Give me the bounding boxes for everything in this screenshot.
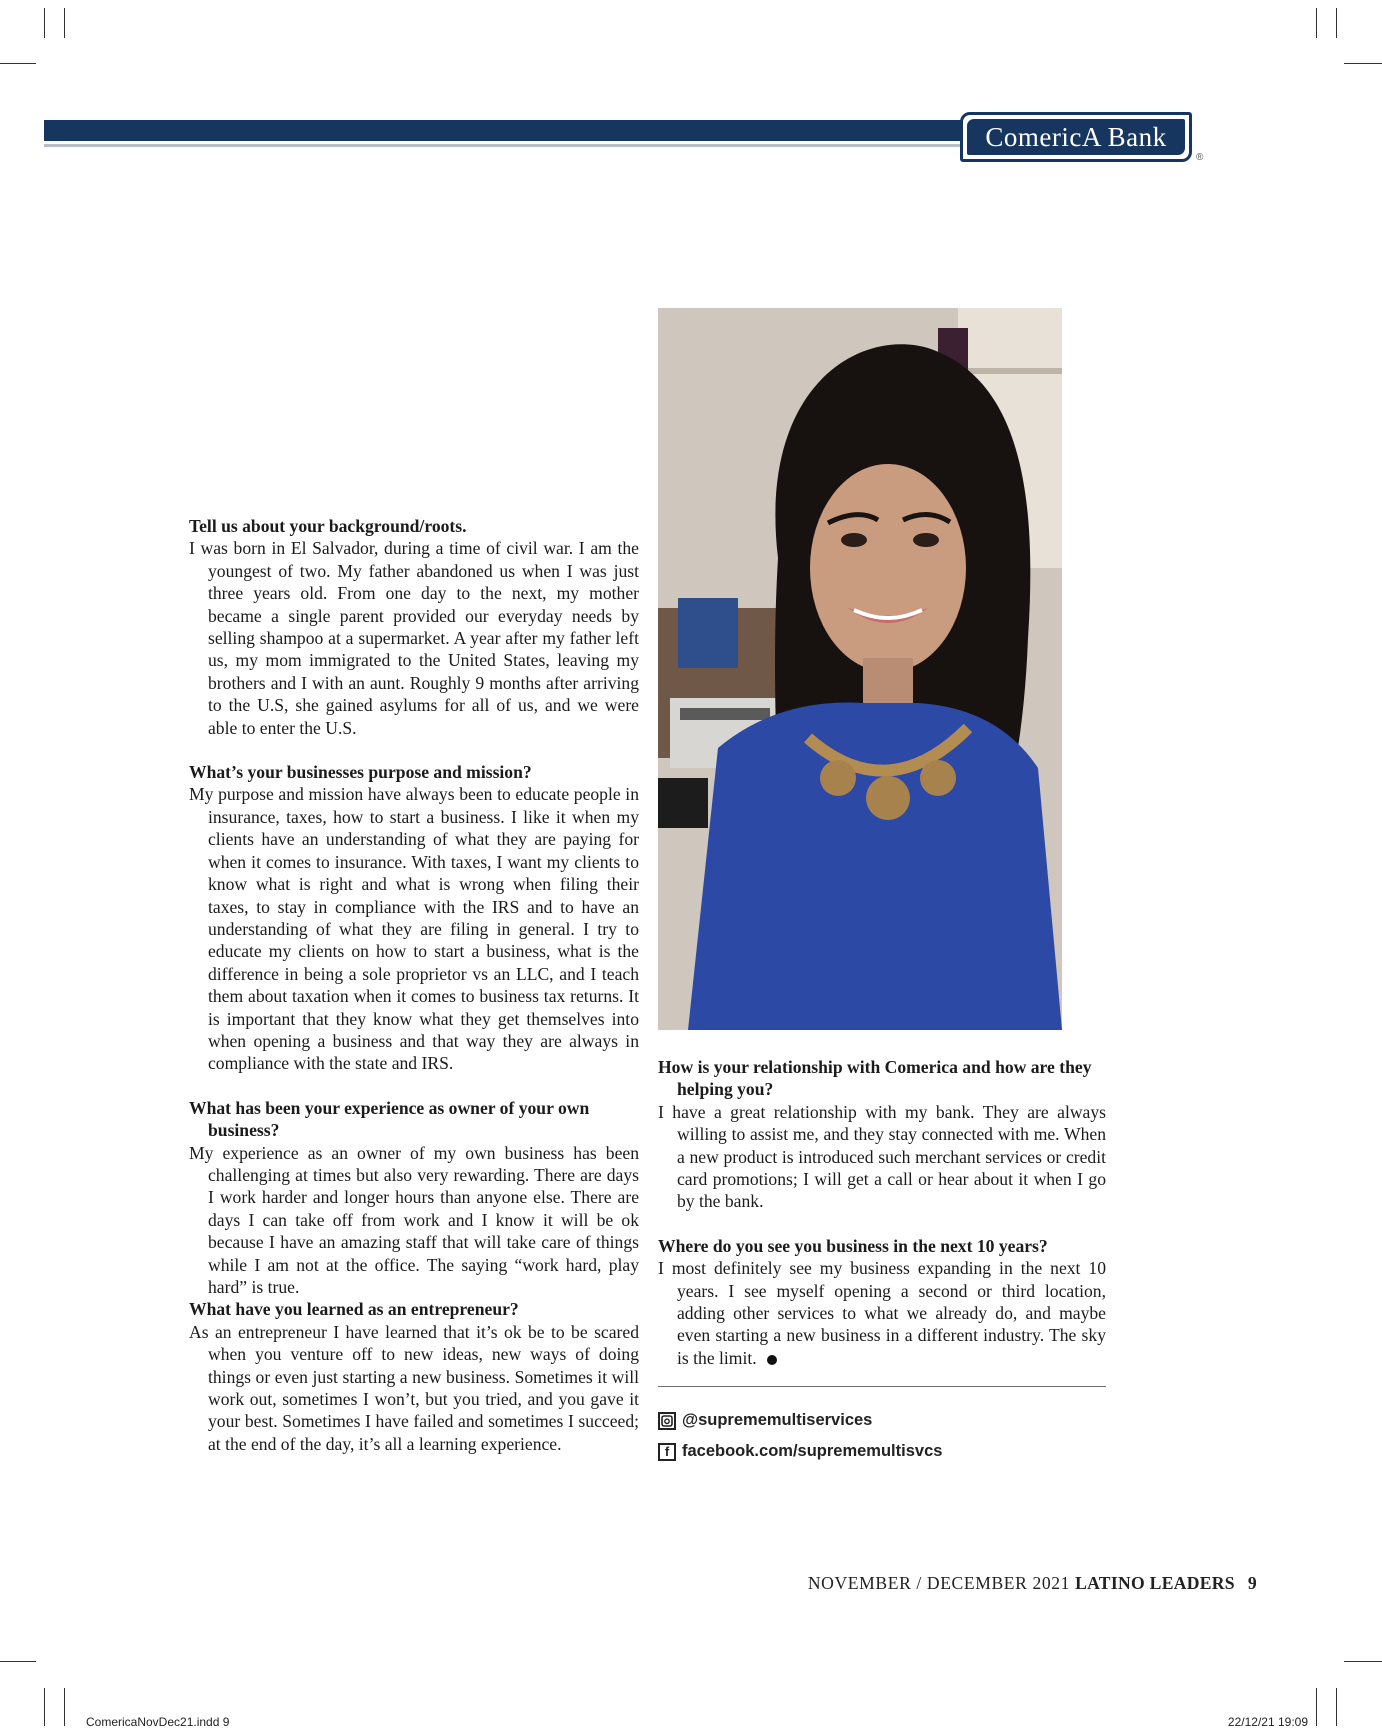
crop-mark: [1316, 1688, 1317, 1726]
question-heading: Tell us about your background/roots.: [189, 516, 467, 536]
question-heading: What have you learned as an entrepreneur?: [189, 1299, 519, 1320]
answer-paragraph: As an entrepreneur I have learned that it’s ok be to be scared when you venture off to new ideas, new ways of doing things or even just starting a new business. Sometimes it will work out, sometimes I won’t, but you tried, and you gave it your best. Sometimes I have failed and sometimes I succeed; at the end of the day, it’s all a learning experience.: [189, 1321, 639, 1454]
page-footer: [808, 1573, 1257, 1594]
facebook-text: facebook.com/suprememultisvcs: [682, 1442, 943, 1460]
slug-timestamp: 22/12/21 19:09: [1227, 1715, 1308, 1729]
answer-text: I most definitely see my business expanding in the next 10 years. I see myself opening a second or third location, adding other services to what we already do, and maybe even starting a new business in a different industry. The sky is the limit.: [658, 1258, 1106, 1368]
answer-paragraph: I was born in El Salvador, during a time of civil war. I am the youngest of two. My father abandoned us when I was just three years old. From one day to the next, my mother became a single parent provided our everyday needs by selling shampoo at a supermarket. A year after my father left us, my mom immigrated to the United States, leaving my brothers and I with an aunt. Roughly 9 months after arriving to the U.S, she gained asylums for all of us, and we were able to enter the U.S.: [189, 538, 639, 738]
question-heading: What has been your experience as owner of your own business?: [189, 1097, 590, 1141]
crop-mark: [64, 1688, 65, 1726]
question-heading: What’s your businesses purpose and mission?: [189, 762, 532, 783]
comerica-logo: [960, 112, 1192, 162]
paragraph-gap: [658, 1213, 1106, 1235]
question-heading: How is your relationship with Comerica and how are they helping you?: [658, 1057, 1092, 1100]
crop-mark: [0, 1661, 36, 1662]
paragraph-gap: [189, 1075, 639, 1097]
header-rule: [44, 144, 984, 147]
answer-paragraph: I have a great relationship with my bank. They are always willing to assist me, and they stay connected with me. When a new product is introduced such merchant services or credit card promotions; I will get a call or hear about it when I go by the bank.: [658, 1101, 1106, 1212]
question-heading: Where do you see you business in the next 10 years?: [658, 1235, 1048, 1256]
paragraph-gap: [189, 739, 639, 761]
crop-mark: [1316, 8, 1317, 38]
facebook-icon: f: [658, 1443, 676, 1461]
brand-name: ComericA Bank: [967, 119, 1185, 155]
answer-paragraph: [658, 1257, 1106, 1369]
crop-mark: [64, 8, 65, 38]
slug-filename: ComericaNovDec21.indd 9: [86, 1715, 230, 1729]
answer-paragraph: My experience as an owner of my own business has been challenging at times but also very rewarding. There are days I work harder and longer hours than anyone else. There are days I can take off from work and I know it will be ok because I have an amazing staff that will take care of things while I am not at the office. The saying “work hard, play hard” is true.: [189, 1142, 639, 1297]
portrait-illustration: [658, 308, 1062, 1030]
answer-paragraph: My purpose and mission have always been to educate people in insurance, taxes, how to start a business. I like it when my clients have an understanding of what they are paying for when it comes to insurance. With taxes, I want my clients to know what is right and what is wrong when filing their taxes, to stay in compliance with the IRS and to have an understanding of what they are filing in general. I try to educate my clients on how to start a business, what is the difference in being a sole proprietor vs an LLC, and I teach them about taxation when it comes to business tax returns. It is important that they know what they get themselves into when opening a business and that way they are always in compliance with the state and IRS.: [189, 784, 639, 1074]
magazine-title: LATINO LEADERS: [1075, 1573, 1235, 1593]
crop-mark: [44, 1688, 45, 1726]
crop-mark: [0, 63, 36, 64]
page-number: 9: [1247, 1573, 1257, 1593]
crop-mark: [1336, 1688, 1337, 1726]
instagram-handle[interactable]: [658, 1411, 872, 1430]
portrait-photo: [658, 308, 1062, 1030]
instagram-text: @suprememultiservices: [682, 1411, 873, 1429]
instagram-icon: [658, 1412, 676, 1430]
end-mark-icon: [767, 1355, 777, 1365]
facebook-link[interactable]: [658, 1442, 942, 1461]
article-right-column: [658, 1056, 1106, 1369]
header-band: [44, 120, 984, 141]
social-divider: [658, 1386, 1106, 1387]
article-left-column: [189, 515, 639, 1455]
crop-mark: [1344, 1661, 1382, 1662]
crop-mark: [1344, 63, 1382, 64]
crop-mark: [1336, 8, 1337, 38]
registered-mark: ®: [1196, 152, 1204, 163]
issue-date: NOVEMBER / DECEMBER 2021: [807, 1573, 1071, 1593]
crop-mark: [44, 8, 45, 38]
